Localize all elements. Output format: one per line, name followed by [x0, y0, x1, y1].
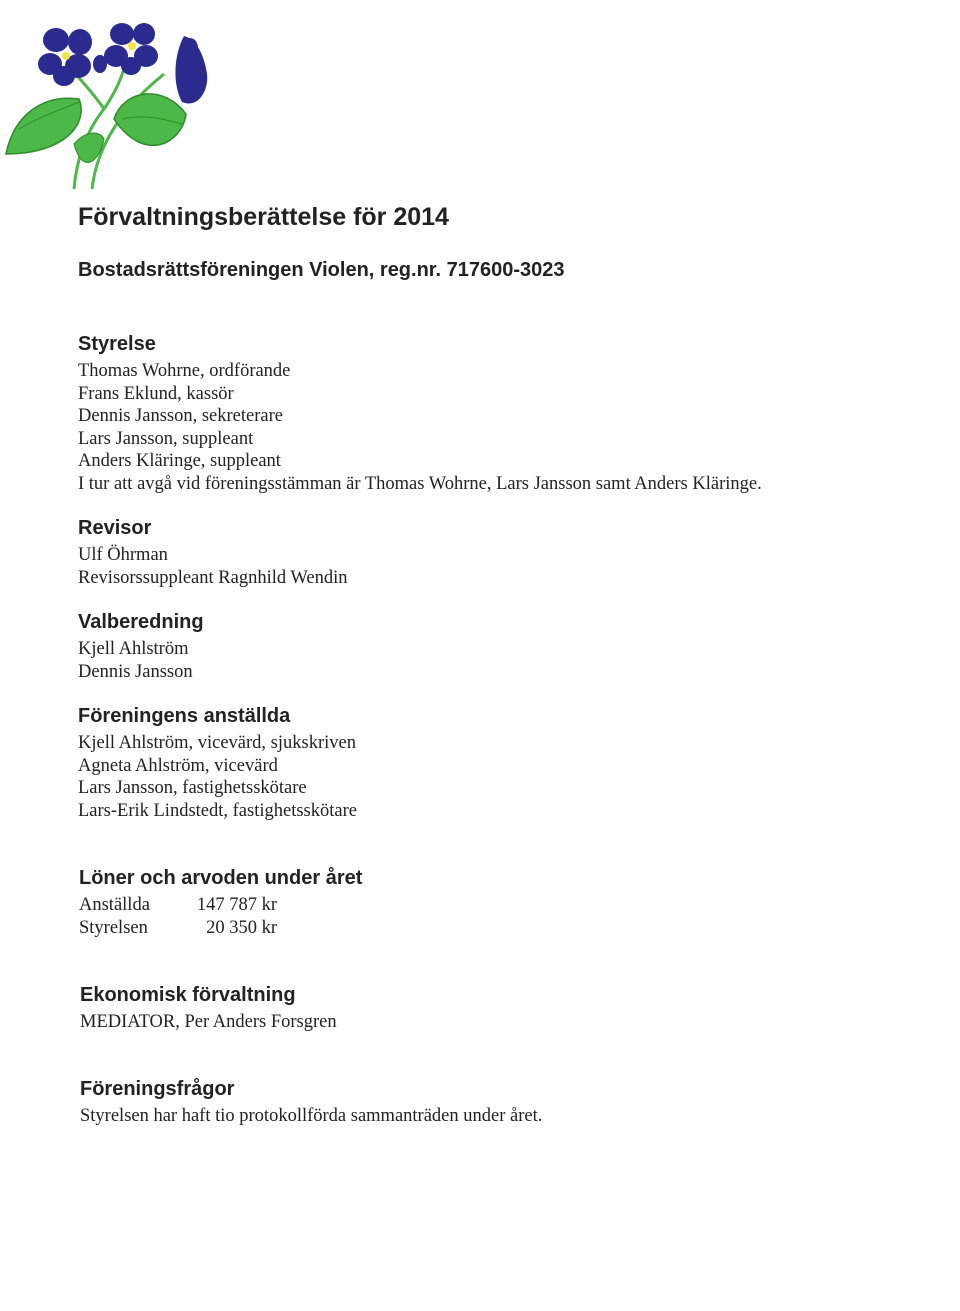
text-line: Kjell Ahlström	[78, 639, 189, 659]
pay-value: 20 350 kr	[206, 917, 277, 938]
text-line: Anders Kläringe, suppleant	[78, 451, 281, 472]
section-anstallda	[78, 703, 357, 822]
text-line: I tur att avgå vid föreningsstämman är Thomas Wohrne, Lars Jansson samt Anders Kläringe.	[78, 473, 762, 494]
text-line: Styrelsen har haft tio protokollförda sammanträden under året.	[80, 1106, 543, 1126]
pay-label: Styrelsen	[79, 917, 148, 938]
text-line: Agneta Ahlström, vicevärd	[78, 755, 278, 776]
section-heading: Ekonomisk förvaltning	[80, 984, 296, 1006]
section-heading: Föreningsfrågor	[80, 1078, 235, 1100]
section-revisor	[78, 515, 347, 589]
text-line: Dennis Jansson, sekreterare	[78, 406, 283, 427]
pay-row	[79, 917, 362, 940]
pay-value: 147 787 kr	[196, 895, 277, 915]
section-heading: Löner och arvoden under året	[79, 867, 363, 889]
section-heading: Styrelse	[78, 333, 156, 355]
section-ekonomi	[80, 982, 337, 1034]
text-line: Revisorssuppleant Ragnhild Wendin	[78, 567, 348, 588]
text-line: Kjell Ahlström, vicevärd, sjukskriven	[78, 733, 356, 753]
text-line: MEDIATOR, Per Anders Forsgren	[80, 1012, 337, 1032]
text-line: Thomas Wohrne, ordförande	[78, 361, 291, 381]
pay-row	[79, 894, 362, 917]
section-loner	[79, 865, 362, 939]
section-heading: Valberedning	[78, 611, 204, 633]
violet-flower-icon	[4, 14, 214, 192]
text-line: Lars Jansson, fastighetsskötare	[78, 778, 307, 799]
section-foreningsfragor	[80, 1076, 542, 1128]
section-heading: Revisor	[78, 517, 152, 539]
text-line: Frans Eklund, kassör	[78, 383, 234, 404]
section-styrelse	[78, 331, 762, 496]
text-line: Lars Jansson, suppleant	[78, 428, 254, 449]
text-line: Dennis Jansson	[78, 661, 193, 682]
pay-label: Anställda	[79, 895, 150, 915]
text-line: Ulf Öhrman	[78, 545, 168, 565]
section-heading: Föreningens anställda	[78, 705, 291, 727]
document-subtitle: Bostadsrättsföreningen Violen, reg.nr. 717600-3023	[78, 259, 565, 281]
document-title: Förvaltningsberättelse för 2014	[78, 203, 449, 231]
text-line: Lars-Erik Lindstedt, fastighetsskötare	[78, 800, 357, 821]
section-valberedning	[78, 609, 204, 683]
